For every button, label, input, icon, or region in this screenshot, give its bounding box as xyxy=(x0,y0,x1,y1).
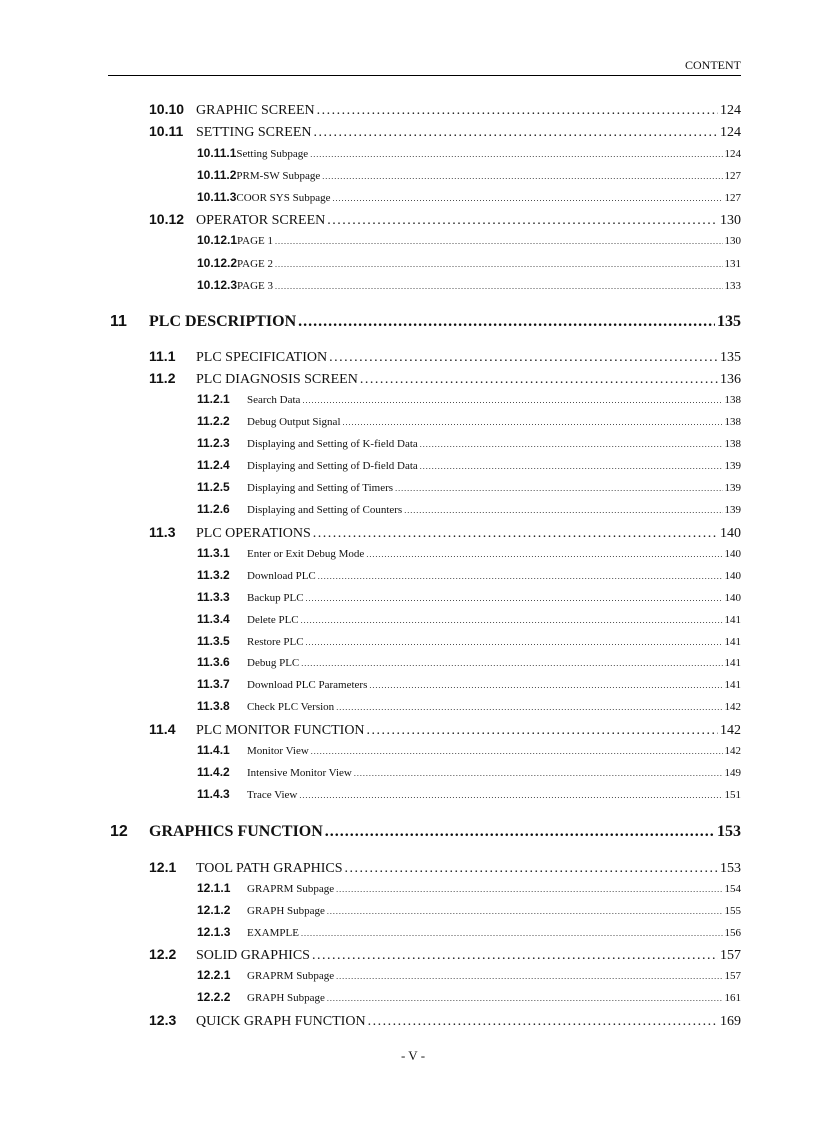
toc-entry-page: 151 xyxy=(724,789,741,801)
toc-entry[interactable] xyxy=(149,370,741,388)
dot-leader xyxy=(314,125,719,141)
dot-leader xyxy=(368,1014,718,1030)
toc-entry-page: 140 xyxy=(724,570,741,582)
toc-entry[interactable] xyxy=(197,190,741,204)
toc-entry[interactable] xyxy=(197,546,741,560)
toc-entry-number: 12 xyxy=(110,823,128,840)
toc-entry[interactable] xyxy=(197,256,741,270)
toc-entry-number: 12.2.1 xyxy=(197,968,231,982)
toc-entry-number: 10.11 xyxy=(149,123,184,139)
toc-entry[interactable] xyxy=(197,458,741,472)
toc-entry-page: 139 xyxy=(724,504,741,516)
toc-entry-number: 12.2 xyxy=(149,946,177,962)
toc-entry-page: 141 xyxy=(724,636,741,648)
toc-entry-number: 11.3.8 xyxy=(197,699,230,713)
dot-leader xyxy=(317,103,718,119)
toc-entry-page: 136 xyxy=(720,372,741,387)
toc-entry-page: 124 xyxy=(720,103,741,118)
toc-entry-title: PAGE 1 xyxy=(237,235,274,247)
toc-entry-title: Displaying and Setting of D-field Data xyxy=(247,460,418,472)
toc-entry-number: 11.4.3 xyxy=(197,787,230,801)
toc-entry-number: 11.3.7 xyxy=(197,677,230,691)
toc-entry-title: GRAPRM Subpage xyxy=(247,883,335,895)
toc-entry-title: Enter or Exit Debug Mode xyxy=(247,548,365,560)
toc-entry-title: Trace View xyxy=(247,789,298,801)
toc-entry-title: Search Data xyxy=(247,394,301,406)
toc-entry-title: PLC SPECIFICATION xyxy=(196,350,328,365)
dot-leader xyxy=(404,504,722,516)
dot-leader xyxy=(318,570,723,582)
toc-entry-page: 153 xyxy=(717,823,741,840)
toc-entry-title: Setting Subpage xyxy=(236,148,309,160)
toc-entry-title: Backup PLC xyxy=(247,592,304,604)
dot-leader xyxy=(333,192,723,204)
toc-entry-number: 12.1 xyxy=(149,859,177,875)
toc-entry[interactable] xyxy=(149,524,741,542)
toc-entry-title: GRAPHICS FUNCTION xyxy=(149,823,323,840)
toc-entry-title: PLC DESCRIPTION xyxy=(149,313,297,330)
page-number: - V - xyxy=(400,1048,426,1063)
toc-entry-number: 10.12.3 xyxy=(197,278,238,292)
toc-entry[interactable] xyxy=(197,612,741,626)
toc-entry[interactable] xyxy=(149,946,741,964)
toc-entry-page: 127 xyxy=(724,192,741,204)
toc-entry-number: 10.12 xyxy=(149,211,185,227)
toc-entry[interactable] xyxy=(197,502,741,516)
toc-entry-title: PAGE 3 xyxy=(237,280,274,292)
toc-entry-page: 169 xyxy=(720,1014,741,1029)
toc-entry-number: 12.1.1 xyxy=(197,881,231,895)
toc-entry-title: Monitor View xyxy=(247,745,309,757)
dot-leader xyxy=(369,679,722,691)
toc-entry-title: COOR SYS Subpage xyxy=(236,192,331,204)
toc-entry-number: 11.3.5 xyxy=(197,634,230,648)
toc-entry-title: OPERATOR SCREEN xyxy=(196,213,326,228)
toc-entry-page: 139 xyxy=(724,482,741,494)
dot-leader xyxy=(327,213,718,229)
toc-entry[interactable] xyxy=(197,787,741,801)
dot-leader xyxy=(325,823,715,841)
toc-entry[interactable] xyxy=(197,699,741,713)
dot-leader xyxy=(367,723,718,739)
dot-leader xyxy=(301,614,723,626)
toc-entry[interactable] xyxy=(197,568,741,582)
toc-entry[interactable] xyxy=(110,313,741,331)
dot-leader xyxy=(345,861,718,877)
dot-leader xyxy=(336,883,722,895)
toc-entry[interactable] xyxy=(197,146,741,160)
toc-entry-number: 11 xyxy=(110,313,127,330)
toc-entry[interactable] xyxy=(197,925,741,939)
toc-entry[interactable] xyxy=(197,392,741,406)
toc-entry-page: 140 xyxy=(724,592,741,604)
toc-entry[interactable] xyxy=(197,414,741,428)
toc-entry-title: Displaying and Setting of Timers xyxy=(247,482,394,494)
toc-entry-page: 140 xyxy=(724,548,741,560)
toc-entry-page: 142 xyxy=(720,723,741,738)
dot-leader xyxy=(366,548,722,560)
toc-entry-number: 11.2.4 xyxy=(197,458,230,472)
dot-leader xyxy=(275,235,722,247)
dot-leader xyxy=(336,970,722,982)
toc-entry[interactable] xyxy=(110,823,741,841)
toc-entry-page: 139 xyxy=(724,460,741,472)
toc-entry-page: 142 xyxy=(724,701,741,713)
toc-entry-title: QUICK GRAPH FUNCTION xyxy=(196,1014,366,1029)
toc-entry-number: 11.4.1 xyxy=(197,743,230,757)
dot-leader xyxy=(301,927,723,939)
toc-entry-page: 157 xyxy=(720,948,741,963)
toc-entry-number: 11.3.4 xyxy=(197,612,230,626)
toc-entry-page: 141 xyxy=(724,614,741,626)
toc-entry[interactable] xyxy=(149,1012,741,1030)
toc-entry[interactable] xyxy=(197,278,741,292)
toc-entry-title: Download PLC xyxy=(247,570,316,582)
dot-leader xyxy=(322,170,722,182)
toc-entry-page: 156 xyxy=(724,927,741,939)
toc-entry-title: TOOL PATH GRAPHICS xyxy=(196,861,343,876)
toc-entry[interactable] xyxy=(197,233,741,247)
toc-entry[interactable] xyxy=(197,743,741,757)
dot-leader xyxy=(360,372,718,388)
toc-entry-page: 138 xyxy=(724,416,741,428)
toc-entry-title: Debug PLC xyxy=(247,657,300,669)
toc-entry-number: 12.1.2 xyxy=(197,903,231,917)
toc-entry-title: Restore PLC xyxy=(247,636,304,648)
dot-leader xyxy=(343,416,723,428)
toc-entry-number: 11.4 xyxy=(149,721,176,737)
toc-entry[interactable] xyxy=(197,677,741,691)
toc-entry-number: 11.2.6 xyxy=(197,502,230,516)
toc-entry-page: 153 xyxy=(720,861,741,876)
dot-leader xyxy=(275,280,722,292)
toc-entry[interactable] xyxy=(149,101,741,119)
toc-entry-number: 10.11.3 xyxy=(197,190,237,204)
toc-entry-page: 161 xyxy=(724,992,741,1004)
toc-entry-title: PLC MONITOR FUNCTION xyxy=(196,723,365,738)
toc-entry-title: Intensive Monitor View xyxy=(247,767,352,779)
toc-entry-title: Check PLC Version xyxy=(247,701,335,713)
toc-entry-page: 157 xyxy=(724,970,741,982)
toc-entry[interactable] xyxy=(197,968,741,982)
toc-entry[interactable] xyxy=(149,211,741,229)
toc-entry-page: 138 xyxy=(724,394,741,406)
toc-entry-title: PAGE 2 xyxy=(237,258,274,270)
dot-leader xyxy=(354,767,723,779)
toc-entry-number: 11.2.3 xyxy=(197,436,230,450)
toc-entry-page: 130 xyxy=(724,235,741,247)
dot-leader xyxy=(420,460,723,472)
toc-entry-page: 135 xyxy=(720,350,741,365)
toc-entry[interactable] xyxy=(149,123,741,141)
toc-entry-number: 11.1 xyxy=(149,348,176,364)
toc-entry[interactable] xyxy=(149,859,741,877)
toc-entry-number: 11.3.6 xyxy=(197,655,230,669)
toc-entry-number: 11.4.2 xyxy=(197,765,230,779)
toc-entry-page: 141 xyxy=(724,657,741,669)
dot-leader xyxy=(336,701,722,713)
dot-leader xyxy=(327,992,723,1004)
toc-entry[interactable] xyxy=(197,480,741,494)
toc-entry-page: 131 xyxy=(724,258,741,270)
toc-entry-title: GRAPRM Subpage xyxy=(247,970,335,982)
dot-leader xyxy=(302,394,722,406)
toc-entry-title: Debug Output Signal xyxy=(247,416,341,428)
toc-entry-number: 10.12.2 xyxy=(197,256,238,270)
dot-leader xyxy=(298,313,715,331)
toc-entry[interactable] xyxy=(197,634,741,648)
toc-entry[interactable] xyxy=(197,990,741,1004)
dot-leader xyxy=(312,948,718,964)
dot-leader xyxy=(306,636,723,648)
toc-entry-page: 149 xyxy=(724,767,741,779)
toc-entry-number: 11.2.5 xyxy=(197,480,230,494)
toc-entry-title: PLC DIAGNOSIS SCREEN xyxy=(196,372,358,387)
toc-entry-page: 138 xyxy=(724,438,741,450)
dot-leader xyxy=(310,148,722,160)
toc-entry-page: 124 xyxy=(720,125,741,140)
toc-entry-page: 133 xyxy=(724,280,741,292)
toc-entry-page: 127 xyxy=(724,170,741,182)
toc-entry-title: SOLID GRAPHICS xyxy=(196,948,310,963)
dot-leader xyxy=(311,745,723,757)
toc-entry-page: 124 xyxy=(724,148,741,160)
toc-entry-number: 11.2.1 xyxy=(197,392,230,406)
toc-entry-number: 11.3.2 xyxy=(197,568,230,582)
toc-entry-title: Delete PLC xyxy=(247,614,299,626)
toc-entry[interactable] xyxy=(197,903,741,917)
toc-entry-number: 11.3.1 xyxy=(197,546,230,560)
toc-entry-number: 11.2 xyxy=(149,370,176,386)
toc-entry-number: 12.1.3 xyxy=(197,925,231,939)
dot-leader xyxy=(275,258,722,270)
toc-entry-number: 11.3 xyxy=(149,524,176,540)
toc-entry-number: 10.12.1 xyxy=(197,233,238,247)
running-header: CONTENT xyxy=(685,58,741,72)
toc-entry-title: Displaying and Setting of K-field Data xyxy=(247,438,418,450)
toc-entry[interactable] xyxy=(149,721,741,739)
toc-entry-title: PLC OPERATIONS xyxy=(196,526,311,541)
toc-entry[interactable] xyxy=(197,881,741,895)
toc-entry[interactable] xyxy=(149,348,741,366)
toc-entry-number: 11.3.3 xyxy=(197,590,230,604)
toc-entry-number: 10.11.1 xyxy=(197,146,237,160)
toc-entry-number: 12.3 xyxy=(149,1012,177,1028)
toc-entry-number: 12.2.2 xyxy=(197,990,231,1004)
toc-entry-title: EXAMPLE xyxy=(247,927,299,939)
toc-entry-page: 154 xyxy=(724,883,741,895)
dot-leader xyxy=(395,482,722,494)
toc-entry-title: Displaying and Setting of Counters xyxy=(247,504,403,516)
toc-entry-title: Download PLC Parameters xyxy=(247,679,368,691)
toc-entry-title: GRAPH Subpage xyxy=(247,905,325,917)
toc-entry[interactable] xyxy=(197,655,741,669)
toc-entry[interactable] xyxy=(197,765,741,779)
toc-entry[interactable] xyxy=(197,168,741,182)
dot-leader xyxy=(329,350,718,366)
toc-entry-title: GRAPHIC SCREEN xyxy=(196,103,315,118)
toc-entry-page: 155 xyxy=(724,905,741,917)
dot-leader xyxy=(313,526,718,542)
toc-entry-page: 141 xyxy=(724,679,741,691)
dot-leader xyxy=(299,789,722,801)
toc-entry-page: 135 xyxy=(717,313,741,330)
toc-entry-page: 140 xyxy=(720,526,741,541)
toc-entry-title: GRAPH Subpage xyxy=(247,992,325,1004)
toc-entry-number: 11.2.2 xyxy=(197,414,230,428)
dot-leader xyxy=(327,905,723,917)
toc-entry-page: 130 xyxy=(720,213,741,228)
toc-entry-number: 10.11.2 xyxy=(197,168,237,182)
dot-leader xyxy=(301,657,722,669)
toc-entry-number: 10.10 xyxy=(149,101,185,117)
dot-leader xyxy=(306,592,723,604)
toc-entry-page: 142 xyxy=(724,745,741,757)
header-rule xyxy=(108,75,741,76)
toc-entry-title: PRM-SW Subpage xyxy=(236,170,321,182)
toc-entry-title: SETTING SCREEN xyxy=(196,125,312,140)
toc-entry[interactable] xyxy=(197,590,741,604)
dot-leader xyxy=(420,438,723,450)
toc-entry[interactable] xyxy=(197,436,741,450)
